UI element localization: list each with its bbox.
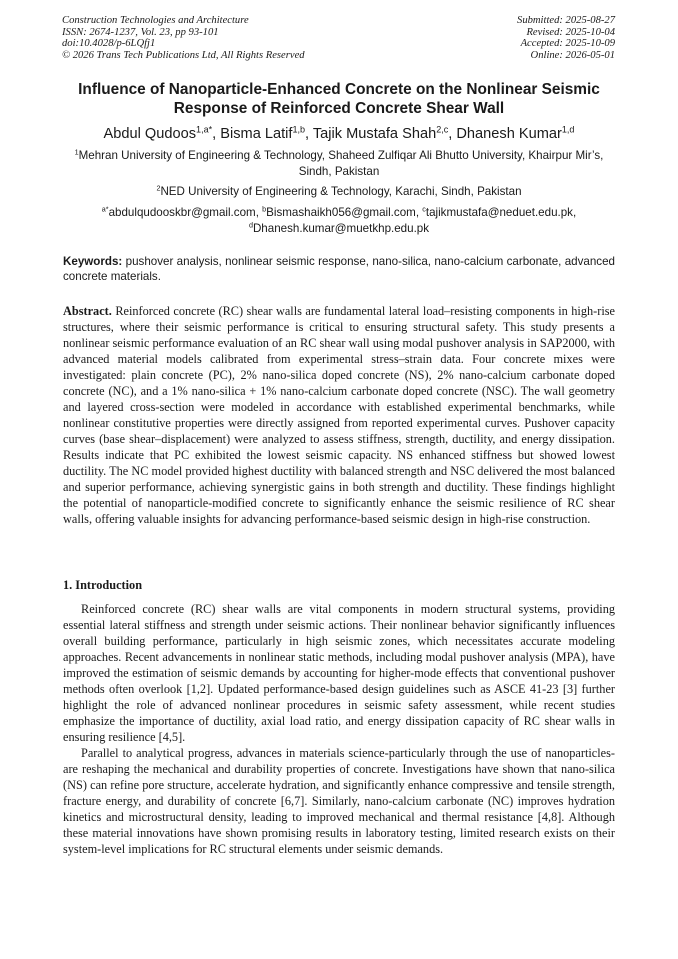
affiliation xyxy=(62,148,616,180)
section-heading: 1. Introduction xyxy=(63,578,143,592)
online-date: Online: 2026-05-01 xyxy=(530,49,615,61)
author-superscript: 1,b xyxy=(292,124,306,135)
abstract-block xyxy=(63,303,615,527)
accepted-date: Accepted: 2025-10-09 xyxy=(520,38,615,50)
author-superscript: 1,d xyxy=(561,124,575,135)
abstract-label: Abstract. xyxy=(63,304,112,318)
author-superscript: 1,a* xyxy=(196,124,213,135)
affiliation-text: NED University of Engineering & Technology, Karachi, Sindh, Pakistan xyxy=(160,185,522,198)
author-name: Bisma Latif xyxy=(220,126,293,142)
email-superscript: d xyxy=(248,220,253,230)
email-superscript: c xyxy=(422,204,426,214)
email-superscript: a* xyxy=(101,204,109,214)
copyright-line: © 2026 Trans Tech Publications Ltd, All Rights Reserved xyxy=(62,49,305,61)
author-name: Dhanesh Kumar xyxy=(456,126,562,142)
email-list: $^{a*}$abdulqudooskbr@gmail.com, $^b$Bismashaikh056@gmail.com, $^c$tajikmustafa@neduet.edu.pk, $^d$Dhanesh.kumar@muetkhp.edu.pk xyxy=(101,204,577,236)
journal-info xyxy=(62,15,305,61)
affiliation-text: Mehran University of Engineering & Technology, Shaheed Zulfiqar Ali Bhutto University, Khairpur Mir’s, Sindh, Pakistan xyxy=(78,149,604,179)
doi-line: doi:10.4028/p-6LQfj1 xyxy=(62,38,156,50)
email-link[interactable]: tajikmustafa@neduet.edu.pk xyxy=(425,206,573,219)
publication-dates xyxy=(517,15,615,61)
keywords-block xyxy=(63,254,615,285)
affiliation xyxy=(62,184,616,200)
email-superscript: b xyxy=(262,204,267,214)
email-link[interactable]: Bismashaikh056@gmail.com xyxy=(266,206,416,219)
submitted-date: Submitted: 2025-08-27 xyxy=(517,15,615,26)
email-link[interactable]: Dhanesh.kumar@muetkhp.edu.pk xyxy=(252,222,430,236)
paper-title: Influence of Nanoparticle-Enhanced Concrete on the Nonlinear Seismic Response of Reinforced Concrete Shear Wall xyxy=(78,81,600,117)
paragraph: Parallel to analytical progress, advances in materials science-particularly through the use of nanoparticles-are reshaping the mechanical and durability properties of concrete. Investigations have shown that nano-silica (NS) can refine pore structure, accelerate hydration, and significantly enhance compressive and tensile strength, fracture energy, and durability of concrete [6,7]. Similarly, nano-calcium carbonate (NC) improves hydration kinetics and microstructural density, leading to improved mechanical and thermal resistance [4,8]. Although these material innovations have shown promising results in laboratory testing, limited research exists on their system-level implications for RC structural elements under seismic demands. xyxy=(63,746,615,856)
journal-name: Construction Technologies and Architecture xyxy=(62,15,249,26)
paragraph: Reinforced concrete (RC) shear walls are vital components in modern structural systems, providing essential lateral stiffness and strength under seismic actions. Their nonlinear behavior significantly influences overall building performance, particularly in high seismic zones, which necessitates accurate modeling approaches. Recent advancements in nonlinear static methods, including modal pushover analysis (MPA), have improved the estimation of seismic demands by accounting for higher-mode effects that conventional pushover methods often overlook [1,2]. Updated performance-based design guidelines such as ASCE 41-23 [3] further highlight the role of advanced nonlinear procedures in seismic safety assessment, while recent studies emphasize the importance of ductility, axial load ratio, and energy dissipation capacity of RC shear walls in ensuring resilience [4,5]. xyxy=(63,602,615,744)
affiliation-superscript: 2 xyxy=(156,183,161,193)
section-body xyxy=(63,601,615,857)
author-name: Tajik Mustafa Shah xyxy=(312,126,437,142)
affiliation-superscript: 1 xyxy=(74,147,79,157)
author-name: Abdul Qudoos xyxy=(103,126,197,142)
keywords-label: Keywords: xyxy=(63,255,123,268)
author-superscript: 2,c xyxy=(436,124,449,135)
abstract-text: Reinforced concrete (RC) shear walls are fundamental lateral load–resisting components in high-rise structures, where their seismic performance is critical to ensuring structural safety. This study presents a nonlinear seismic performance evaluation of an RC shear wall using modal pushover analysis in SAP2000, with advanced material models calibrated from experimental stress–strain data. Four concrete mixes were investigated: plain concrete (PC), 2% nano-silica doped concrete (NS), 2% nano-calcium carbonate doped concrete (NC), and a 1% nano-silica + 1% nano-calcium carbonate doped concrete (NSC). The wall geometry and layered cross-section were modeled in accordance with established experimental benchmarks, while nonlinear constitutive properties were directly assigned from reported experimental curves. Pushover capacity curves (base shear–displacement) were analyzed to assess stiffness, strength, ductility, and energy dissipation. Results indicate that PC exhibited the lowest seismic capacity. NS enhanced stiffness but showed lowest ductility. The NC model provided highest ductility with balanced strength and NSC delivered the most balanced and superior performance, achieving synergistic gains in both strength and ductility. These findings highlight the potential of nanoparticle-modified concrete to significantly enhance the seismic resilience of RC shear walls, offering valuable insights for advancing performance-based seismic design in high-rise construction. xyxy=(63,304,615,526)
email-link[interactable]: abdulqudooskbr@gmail.com xyxy=(108,206,256,219)
keywords-text: pushover analysis, nonlinear seismic response, nano-silica, nano-calcium carbonate, advanced concrete materials. xyxy=(63,255,615,284)
author-list: Abdul Qudoos$^{1,a*}$, Bisma Latif$^{1,b}$, Tajik Mustafa Shah$^{2,c}$, Dhanesh Kumar$^{1,d}$ xyxy=(103,124,575,142)
revised-date: Revised: 2025-10-04 xyxy=(526,26,615,38)
issn-line: ISSN: 2674-1237, Vol. 23, pp 93-101 xyxy=(62,26,219,38)
